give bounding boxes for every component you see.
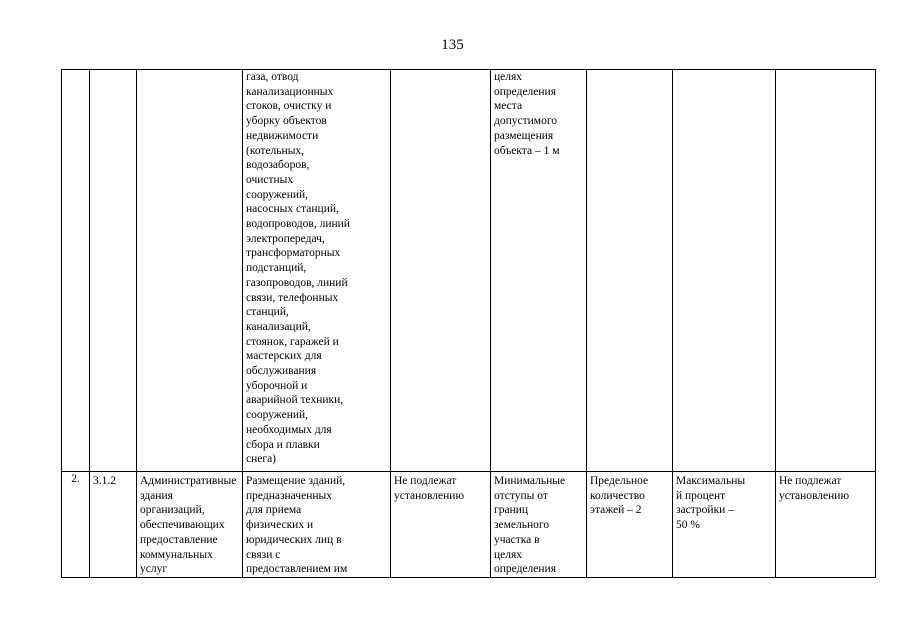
table-row [62, 70, 876, 472]
coverage-cell [673, 70, 776, 472]
other-params-cell [776, 70, 876, 472]
code-cell [90, 70, 137, 472]
setback-cell: Минимальные отступы от границ земельного участка в целях определения [491, 472, 587, 578]
use-type-cell: Административные здания организаций, обеспечивающих предоставление коммунальных услуг [137, 472, 243, 578]
code-cell: 3.1.2 [90, 472, 137, 578]
plot-size-cell: Не подлежат установлению [391, 472, 491, 578]
coverage-cell: Максимальны й процент застройки – 50 % [673, 472, 776, 578]
row-number-cell: 2. [62, 472, 90, 578]
setback-cell: целях определения места допустимого размещения объекта – 1 м [491, 70, 587, 472]
use-type-cell [137, 70, 243, 472]
floors-cell [587, 70, 673, 472]
plot-size-cell [391, 70, 491, 472]
floors-cell: Предельное количество этажей – 2 [587, 472, 673, 578]
use-description-cell: газа, отвод канализационных стоков, очистку и уборку объектов недвижимости (котельных, водозаборов, очистных сооружений, насосных станций, водопроводов, линий электропередач, трансформаторных подстанций, газопроводов, линий связи, телефонных станций, канализаций, стоянок, гаражей и мастерских для обслуживания уборочной и аварийной техники, сооружений, необходимых для сбора и плавки снега) [243, 70, 391, 472]
page-number: 135 [441, 37, 464, 53]
row-number-cell [62, 70, 90, 472]
other-params-cell: Не подлежат установлению [776, 472, 876, 578]
table-row [62, 472, 876, 578]
use-description-cell: Размещение зданий, предназначенных для приема физических и юридических лиц в связи с предоставлением им [243, 472, 391, 578]
zoning-table [61, 69, 876, 578]
